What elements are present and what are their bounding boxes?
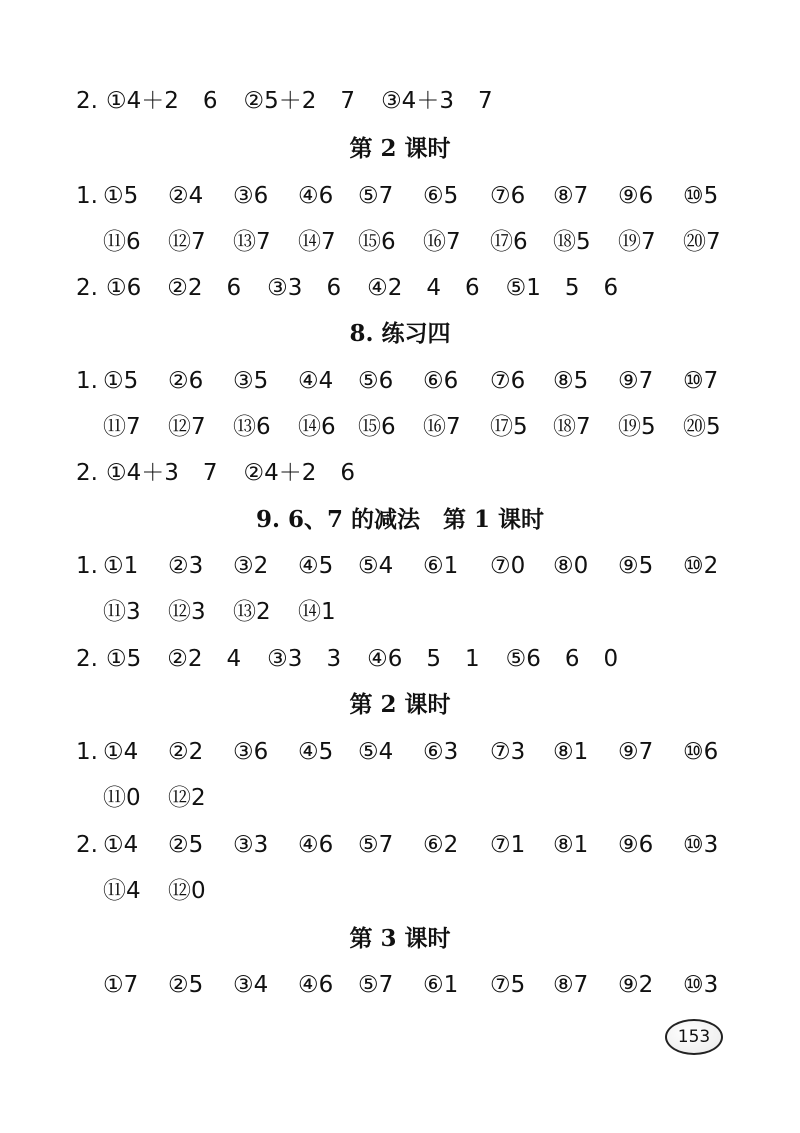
answer-item: ②5＋2	[243, 88, 317, 114]
answer-item: ⑧5	[553, 368, 589, 394]
answer-item: 5	[564, 275, 580, 301]
answer-item: ⑩5	[683, 183, 719, 209]
answer-item: ⑨6	[618, 832, 654, 858]
answer-item: 4	[226, 646, 242, 672]
answer-item: 5	[426, 646, 441, 672]
answer-item: ⑦3	[490, 739, 526, 765]
answer-item: ④6	[298, 832, 334, 858]
answer-item: ④6	[298, 183, 334, 209]
page-number: 153	[677, 1027, 711, 1047]
answer-item: ⑯7	[423, 229, 461, 255]
answer-item: 1	[464, 646, 480, 672]
answer-item: 6	[340, 460, 356, 486]
answer-item: ②4	[168, 183, 204, 209]
page-number-badge	[665, 1019, 723, 1055]
answer-item: ⑪3	[103, 599, 141, 625]
answer-item: ⑲7	[618, 229, 656, 255]
section-heading: 9. 6、7 的减法 第 1 课时	[255, 506, 545, 533]
answer-item: ⑪7	[103, 414, 141, 440]
answer-item: ⑭6	[298, 414, 336, 440]
answer-item: ⑳5	[683, 414, 721, 440]
answer-item: ⑳7	[683, 229, 721, 255]
answer-item: ⑨7	[618, 368, 654, 394]
answer-item: ⑩6	[683, 739, 719, 765]
answer-item: ⑫3	[168, 599, 206, 625]
answer-item: 6	[464, 275, 480, 301]
answer-item: 0	[603, 646, 619, 672]
answer-item: 6	[202, 88, 218, 114]
answer-row	[76, 181, 719, 211]
answer-item: ⑪4	[103, 878, 141, 904]
answer-item: ⑮6	[358, 414, 396, 440]
answer-item: 6	[226, 275, 242, 301]
answer-item: ⑭1	[298, 599, 336, 625]
question-number: 2.	[76, 88, 98, 114]
question-number: 1.	[76, 553, 98, 579]
answer-item: ⑤1	[505, 275, 541, 301]
question-number: 2.	[76, 275, 98, 301]
answer-item: ⑩7	[683, 368, 719, 394]
answer-item: ⑫7	[168, 414, 206, 440]
answer-item: ②2	[168, 739, 204, 765]
section-heading: 第 2 课时	[349, 135, 451, 162]
answer-row	[76, 366, 719, 396]
answer-row	[76, 458, 379, 488]
answer-row	[76, 737, 719, 767]
answer-item: ①5	[106, 646, 142, 672]
answer-item: ⑥2	[423, 832, 459, 858]
answer-item: ⑰5	[490, 414, 528, 440]
answer-item: ⑬7	[233, 229, 271, 255]
answer-item: ③4	[233, 972, 269, 998]
answer-item: ⑫0	[168, 878, 206, 904]
answer-row	[76, 551, 719, 581]
answer-item: ⑤6	[358, 368, 394, 394]
answer-item: ③3	[233, 832, 269, 858]
answer-item: ⑧1	[553, 739, 589, 765]
answer-item: ③3	[267, 275, 303, 301]
answer-item: ⑥6	[423, 368, 459, 394]
answer-item: ⑩2	[683, 553, 719, 579]
answer-item: ④6	[298, 972, 334, 998]
answer-item: ④5	[298, 739, 334, 765]
answer-item: ⑤4	[358, 553, 394, 579]
section-heading: 8. 练习四	[349, 320, 451, 347]
answer-item: ①7	[103, 972, 139, 998]
answer-item: ⑰6	[490, 229, 528, 255]
answer-item: ⑤6	[505, 646, 541, 672]
answer-item: ⑦1	[490, 832, 526, 858]
section-heading: 第 2 课时	[349, 691, 451, 718]
answer-item: 3	[326, 646, 342, 672]
answer-item: ③4＋3	[381, 88, 454, 114]
answer-item: ④2	[367, 275, 403, 301]
answer-item: ⑪0	[103, 785, 141, 811]
answer-item: ②5	[168, 832, 204, 858]
answer-item: 6	[603, 275, 619, 301]
answer-item: ⑤7	[358, 832, 394, 858]
answer-item: ①4＋2	[106, 88, 179, 114]
answer-item: ⑤7	[358, 972, 394, 998]
answer-item: ④6	[367, 646, 403, 672]
answer-row	[76, 273, 642, 303]
answer-item: ⑦0	[490, 553, 526, 579]
answer-item: ⑯7	[423, 414, 461, 440]
answer-item: ⑤7	[358, 183, 394, 209]
question-number: 2.	[76, 646, 98, 672]
answer-item: ⑩3	[683, 972, 719, 998]
answer-item: ⑧7	[553, 972, 589, 998]
answer-item: ⑱7	[553, 414, 591, 440]
answer-item: ①4	[103, 739, 139, 765]
answer-item: ⑭7	[298, 229, 336, 255]
answer-item: 7	[477, 88, 493, 114]
answer-item: 4	[426, 275, 441, 301]
answer-item: ②5	[168, 972, 204, 998]
answer-item: ②4＋2	[243, 460, 317, 486]
question-number: 2.	[76, 460, 98, 486]
answer-item: ⑲5	[618, 414, 656, 440]
answer-item: ①6	[106, 275, 142, 301]
answer-item: 6	[564, 646, 580, 672]
answer-item: ③6	[233, 739, 269, 765]
answer-item: ⑪6	[103, 229, 141, 255]
answer-item: 7	[202, 460, 218, 486]
answer-item: ⑧1	[553, 832, 589, 858]
answer-item: ⑥1	[423, 553, 459, 579]
answer-item: ①1	[103, 553, 139, 579]
answer-item: ⑩3	[683, 832, 719, 858]
answer-item: ⑧0	[553, 553, 589, 579]
answer-item: ④5	[298, 553, 334, 579]
answer-item: ⑦6	[490, 183, 526, 209]
answer-item: ⑨2	[618, 972, 654, 998]
answer-item: ①5	[103, 368, 139, 394]
answer-item: ⑨6	[618, 183, 654, 209]
answer-item: 6	[326, 275, 342, 301]
answer-item: ③6	[233, 183, 269, 209]
answer-item: ⑥3	[423, 739, 459, 765]
answer-item: ⑤4	[358, 739, 394, 765]
answer-item: ④4	[298, 368, 334, 394]
answer-item: ⑬2	[233, 599, 271, 625]
question-number: 1.	[76, 183, 98, 209]
answer-item: ⑬6	[233, 414, 271, 440]
answer-item: ⑥1	[423, 972, 459, 998]
answer-item: ⑧7	[553, 183, 589, 209]
answer-item: ②2	[167, 646, 203, 672]
answer-row	[76, 830, 719, 860]
answer-item: ②3	[168, 553, 204, 579]
question-number: 1.	[76, 739, 98, 765]
answer-row	[76, 86, 517, 116]
answer-item: ③3	[267, 646, 303, 672]
answer-item: ⑦5	[490, 972, 526, 998]
question-number: 1.	[76, 368, 98, 394]
answer-item: ⑮6	[358, 229, 396, 255]
answer-item: ①5	[103, 183, 139, 209]
answer-item: ⑫7	[168, 229, 206, 255]
answer-item: ②6	[168, 368, 204, 394]
answer-item: ⑦6	[490, 368, 526, 394]
answer-item: ⑨5	[618, 553, 654, 579]
answer-item: ①4	[103, 832, 139, 858]
answer-item: ⑱5	[553, 229, 591, 255]
answer-item: ③2	[233, 553, 269, 579]
answer-row	[76, 644, 642, 674]
question-number: 2.	[76, 832, 98, 858]
answer-item: ②2	[167, 275, 203, 301]
answer-item: ①4＋3	[106, 460, 179, 486]
answer-item: ⑥5	[423, 183, 459, 209]
section-heading: 第 3 课时	[349, 925, 451, 952]
answer-item: ⑨7	[618, 739, 654, 765]
answer-item: ⑫2	[168, 785, 206, 811]
answer-item: 7	[340, 88, 356, 114]
answer-item: ③5	[233, 368, 269, 394]
